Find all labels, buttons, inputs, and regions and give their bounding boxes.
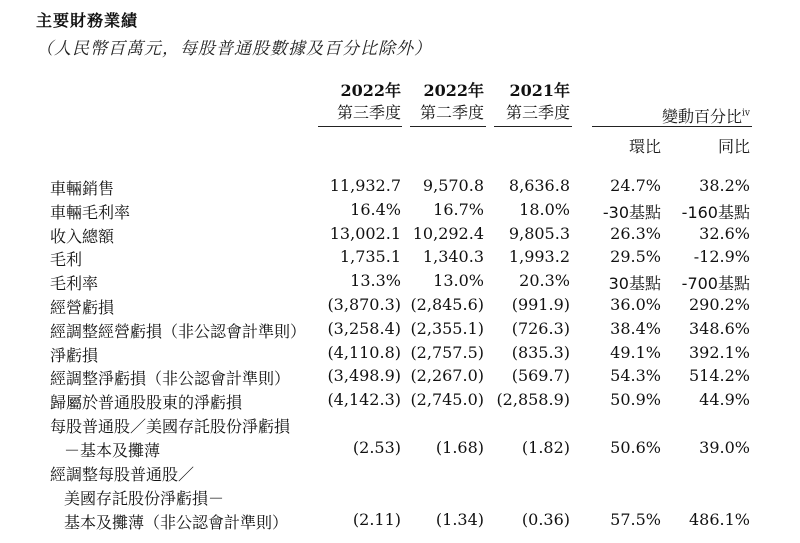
row-label: 車輛毛利率: [50, 202, 131, 222]
cell-q3-2021: 1,993.2: [508, 247, 570, 267]
cell-q3-2021: (2,858.9): [496, 390, 570, 410]
header-change-label: 變動百分比: [662, 107, 743, 126]
row-label: －基本及攤薄: [64, 441, 161, 460]
cell-q2-2022: (2,757.5): [410, 342, 484, 362]
cell-yoy: 348.6%: [688, 318, 750, 338]
table-row: [0, 247, 800, 271]
cell-q3-2022: (3,258.4): [327, 318, 401, 338]
table-row: [0, 176, 800, 200]
header-qoq: 環比: [628, 137, 661, 156]
cell-q3-2022: (4,110.8): [327, 342, 401, 362]
cell-q3-2021: (0.36): [521, 510, 570, 529]
cell-q2-2022: (1.34): [435, 510, 484, 529]
header-col3-quarter: 第三季度: [505, 103, 570, 122]
cell-qoq: 24.7%: [610, 176, 661, 195]
cell-qoq: 50.9%: [610, 390, 661, 410]
header-yoy: 同比: [717, 137, 750, 156]
row-label: 車輛銷售: [50, 179, 115, 198]
cell-q3-2022: (2.11): [352, 510, 401, 529]
header-col2: [420, 80, 484, 124]
cell-yoy: -160基點: [681, 202, 750, 222]
cell-q2-2022: (2,267.0): [410, 366, 484, 386]
cell-yoy: -12.9%: [693, 247, 750, 267]
cell-q2-2022: 13.0%: [433, 271, 484, 291]
cell-q3-2021: 20.3%: [519, 271, 570, 291]
cell-q3-2022: (2.53): [352, 438, 401, 457]
cell-qoq: -30基點: [602, 202, 661, 222]
row-label: 歸屬於普通股股東的淨虧損: [50, 393, 243, 413]
header-change: [662, 104, 750, 127]
cell-yoy: 486.1%: [688, 510, 750, 529]
table-row-eps-values: [0, 438, 800, 462]
header-col3-underline: [494, 126, 572, 127]
table-row: [0, 295, 800, 319]
table-row: [0, 271, 800, 295]
table-row-adj-eps: [0, 462, 800, 486]
cell-qoq: 54.3%: [610, 366, 661, 386]
row-label: 經調整每股普通股／: [50, 465, 195, 484]
cell-q3-2021: (569.7): [511, 366, 570, 386]
cell-q3-2022: 13.3%: [350, 271, 401, 291]
cell-yoy: 32.6%: [699, 223, 750, 243]
cell-qoq: 26.3%: [610, 223, 661, 243]
header-col3-year: 2021年: [509, 81, 570, 100]
cell-q3-2021: 8,636.8: [508, 176, 570, 195]
cell-qoq: 29.5%: [610, 247, 661, 267]
header-col2-underline: [410, 126, 486, 127]
cell-yoy: 44.9%: [699, 390, 750, 410]
row-label: 經調整淨虧損（非公認會計準則）: [50, 369, 291, 389]
table-row: [0, 366, 800, 390]
row-label: 淨虧損: [50, 345, 99, 365]
header-change-note: iv: [742, 108, 750, 119]
cell-q3-2022: (4,142.3): [327, 390, 401, 410]
cell-qoq: 57.5%: [610, 510, 661, 529]
cell-q3-2022: (3,498.9): [327, 366, 401, 386]
cell-q3-2022: 13,002.1: [329, 223, 401, 243]
page-title: 主要財務業績: [36, 11, 139, 30]
cell-q3-2022: 1,735.1: [339, 247, 401, 267]
row-label: 經營虧損: [50, 298, 115, 317]
cell-qoq: 50.6%: [610, 438, 661, 457]
cell-qoq: 30基點: [608, 274, 661, 294]
cell-yoy: 39.0%: [699, 438, 750, 457]
table-row: [0, 319, 800, 343]
row-label: 毛利: [50, 250, 83, 270]
cell-q3-2021: (835.3): [511, 342, 570, 362]
row-label: 美國存託股份淨虧損－: [64, 489, 225, 508]
cell-q2-2022: (2,355.1): [410, 318, 484, 338]
page-subtitle: （人民幣百萬元，每股普通股數據及百分比除外）: [36, 39, 432, 59]
row-label: 經調整經營虧損（非公認會計準則）: [50, 321, 307, 341]
cell-yoy: 290.2%: [688, 295, 750, 314]
cell-q3-2022: 16.4%: [350, 199, 401, 219]
cell-q2-2022: 9,570.8: [422, 176, 484, 195]
row-label: 收入總額: [50, 226, 115, 246]
cell-yoy: 38.2%: [699, 176, 750, 195]
row-label: 每股普通股／美國存託股份淨虧損: [50, 417, 291, 436]
header-col3: [506, 80, 570, 124]
header-col1-underline: [318, 126, 402, 127]
cell-q3-2022: (3,870.3): [327, 295, 401, 314]
header-col2-quarter: 第二季度: [419, 103, 484, 122]
cell-q2-2022: (2,845.6): [410, 295, 484, 314]
table-row-adj-eps-line2: [0, 486, 800, 510]
cell-q3-2021: (726.3): [511, 318, 570, 338]
row-label: 基本及攤薄（非公認會計準則）: [64, 513, 289, 532]
cell-q2-2022: 1,340.3: [422, 247, 484, 267]
cell-q3-2021: (1.82): [521, 438, 570, 457]
table-row-adj-eps-values: [0, 510, 800, 534]
table-row: [0, 390, 800, 414]
table-row: [0, 200, 800, 224]
cell-yoy: -700基點: [681, 274, 750, 294]
cell-q2-2022: (2,745.0): [410, 390, 484, 410]
cell-qoq: 38.4%: [610, 318, 661, 338]
cell-qoq: 49.1%: [610, 342, 661, 362]
table-row-eps: [0, 414, 800, 438]
cell-q3-2021: 18.0%: [519, 199, 570, 219]
table-row: [0, 224, 800, 248]
header-col1-quarter: 第三季度: [336, 103, 401, 122]
cell-yoy: 514.2%: [688, 366, 750, 386]
cell-q2-2022: (1.68): [435, 438, 484, 457]
row-label: 毛利率: [50, 274, 99, 294]
cell-q3-2021: 9,805.3: [508, 223, 570, 243]
cell-q2-2022: 16.7%: [433, 199, 484, 219]
table-row: [0, 343, 800, 367]
cell-q2-2022: 10,292.4: [412, 223, 484, 243]
header-change-underline: [592, 126, 752, 127]
cell-qoq: 36.0%: [610, 295, 661, 314]
cell-yoy: 392.1%: [688, 342, 750, 362]
cell-q3-2021: (991.9): [511, 295, 570, 314]
header-col1: [337, 80, 401, 124]
cell-q3-2022: 11,932.7: [329, 176, 401, 195]
header-col1-year: 2022年: [340, 81, 401, 100]
header-col2-year: 2022年: [423, 81, 484, 100]
